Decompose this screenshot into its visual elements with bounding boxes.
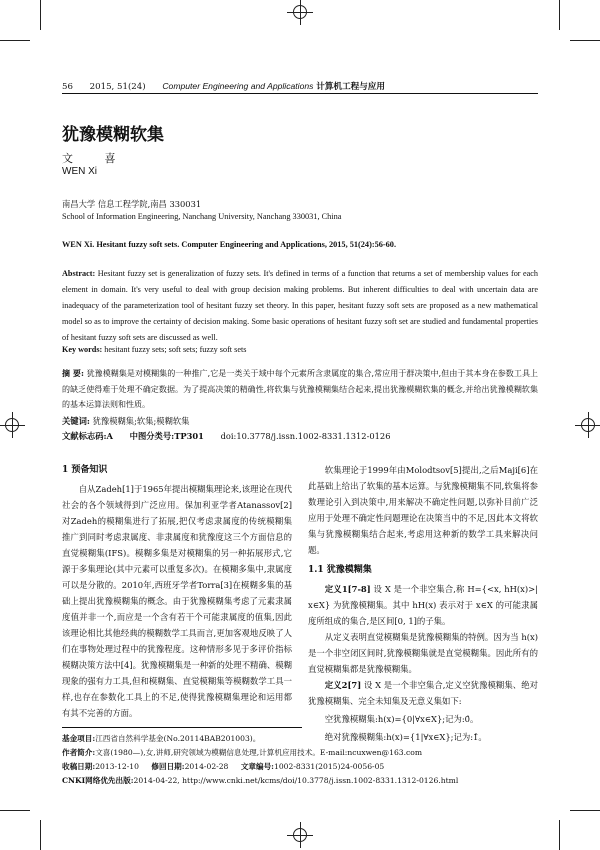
clc-number: 中图分类号:TP301 [129, 431, 204, 441]
registration-mark-right [581, 418, 595, 432]
footnote-online [62, 774, 538, 787]
received-label: 收稿日期: [62, 762, 96, 771]
journal-name-zh: 计算机工程与应用 [316, 82, 385, 92]
online-label: CNKI网络优先出版: [62, 776, 134, 785]
crop-mark-tr-v [559, 0, 560, 30]
crop-mark-tl-h [0, 40, 30, 41]
affiliation-en: School of Information Engineering, Nanchang University, Nanchang 330031, China [62, 212, 342, 221]
online-text: 2014-04-22, http://www.cnki.net/kcms/doi/10.3778/j.issn.1002-8331.1312-0126.html [133, 776, 459, 785]
classification-line [62, 430, 405, 442]
paper-title: 犹豫模糊软集 [62, 125, 164, 145]
revised-label: 修回日期: [151, 762, 185, 771]
footnote-rule [62, 727, 302, 728]
abstract-en [62, 266, 538, 346]
keywords-en-label: Key words: [62, 345, 103, 354]
author-name-en: WEN Xi [62, 166, 97, 177]
abstract-zh-text: 犹豫模糊集是对模糊集的一种推广,它是一类关于域中每个元素所含隶属度的集合,常应用于群决策中,但由于其本身在参数工具上的缺乏使得难于处理不确定数据。为了提高决策的精确性,将软集与犹豫模糊集结合起来,提出犹豫模糊软集的概念,并给出犹豫模糊软集的基本运算法则和性质。 [62, 369, 539, 409]
footnote-fund [62, 732, 538, 745]
abstract-en-text: Hesitant fuzzy set is generalization of fuzzy sets. It's defined in terms of a function that returns a set of membership values for each element in domain. It's very useful to deal with group decision making problems. But inherent difficulties to deal with uncertain data are inadequacy of the parameterization tool of hesitant fuzzy set theory. In this paper, hesitant fuzzy soft sets are proposed as a new mathematical model so as to improve the certainty of decision making. Some basic operations of hesitant fuzzy soft set are studied and fundamental properties of hesitant fuzzy soft sets are discussed as well. [62, 269, 539, 342]
formula-empty-set: 空犹豫模糊集:h(x)={0|∀x∈X};记为:0̂。 [324, 714, 479, 724]
definition-2-label: 定义2[7] [324, 680, 362, 690]
abstract-zh [62, 366, 538, 413]
intro-paragraph: 自从Zadeh[1]于1965年提出模糊集理论来,该理论在现代社会的各个领域得到广泛应用。保加利亚学者Atanassov[2]对Zadeh的模糊集进行了拓展,把仅考虑隶属度的传统模糊集推广到同时考虑隶属度、非隶属度和犹豫度这三个方面信息的直觉模糊集(IFS)。模糊多集是对模糊集的另一种拓展形式,它源于多集理论(其中元素可以重复多次)。在模糊多集中,隶属度可以是分散的。2010年,西班牙学者Torra[3]在模糊多集的基础上提出犹豫模糊集的概念。由于犹豫模糊集考虑了元素隶属度值并非一个,而应是一个含有若干个可能隶属度的值集,因此该理论相比其他经典的模糊数学工具而言,更加客观地反映了人们在事物处理过程中的犹豫程度。这种情形多见于多评价指标模糊决策方法中[4]。犹豫模糊集是一种新的处理不精确、模糊现象的强有力工具,但和模糊集、直觉模糊集等模糊数学工具一样,也存在参数化工具上的不足,使得犹豫模糊集理论和运用都有其不完善的方面。 [62, 484, 292, 718]
registration-mark-bottom [293, 828, 307, 842]
subsection-title: 1.1 犹豫模糊集 [308, 565, 372, 575]
doc-code: 文献标志码:A [62, 431, 113, 441]
crop-mark-tl-v [40, 0, 41, 30]
crop-mark-bl-h [0, 810, 30, 811]
page-number: 56 [62, 82, 73, 92]
affiliation-zh: 南昌大学 信息工程学院,南昌 330031 [62, 199, 202, 209]
definition-remark: 从定义表明直觉模糊集是犹豫模糊集的特例。因为当 h(x) 是一个非空闭区间时,犹豫模糊集就是直觉模糊集。因此所有的直觉模糊集都是犹豫模糊集。 [308, 632, 538, 674]
fund-label: 基金项目: [62, 734, 96, 743]
footnote-author [62, 746, 538, 759]
author-bio-text: 文喜(1980—),女,讲师,研究领域为模糊信息处理,计算机应用技术。E-mail:ncuxwen@163.com [95, 748, 423, 757]
keywords-en-text: hesitant fuzzy sets; soft sets; fuzzy soft sets [104, 345, 247, 354]
keywords-zh [62, 415, 189, 427]
crop-mark-tr-h [570, 40, 600, 41]
footnote-dates [62, 760, 538, 773]
definition-1-label: 定义1[7-8] [324, 584, 371, 594]
article-no: 1002-8331(2015)24-0056-05 [274, 762, 385, 771]
abstract-en-label: Abstract: [62, 269, 96, 278]
author-name-zh: 文 喜 [62, 152, 130, 165]
definition-1-text: 设 X 是一个非空集合,称 H={<x, hH(x)>| x∈X} 为犹豫模糊集。其中 hH(x) 表示对于 x∈X 的可能隶属度所组成的集合,是区间[0, 1]的子集。 [308, 584, 538, 626]
section-title: 1 预备知识 [62, 465, 108, 475]
registration-mark-top [293, 5, 307, 19]
crop-mark-br-v [559, 820, 560, 850]
keywords-zh-text: 犹豫模糊集;软集;模糊软集 [92, 416, 190, 426]
revised-date: 2014-02-28 [184, 762, 229, 771]
received-date: 2013-12-10 [95, 762, 139, 771]
formula-full-set: 绝对犹豫模糊集:h(x)={1|∀x∈X};记为:1̂。 [324, 732, 487, 742]
body-left-column [62, 462, 292, 721]
soft-set-paragraph: 软集理论于1999年由Molodtsov[5]提出,之后Maji[6]在此基础上给出了软集的基本运算。与犹豫模糊集不同,软集将参数理论引入到决策中,用来解决不确定性问题,以弥补目前广泛应用于处理不确定性问题理论在决策当中的不足,因此本文将软集与犹豫模糊集结合起来,考虑用这种新的数学工具来解决问题。 [308, 465, 538, 555]
running-header [62, 80, 538, 92]
doi: doi:10.3778/j.issn.1002-8331.1312-0126 [220, 431, 391, 441]
author-bio-label: 作者简介: [62, 748, 96, 757]
definition-2 [308, 677, 538, 709]
citation-line: WEN Xi. Hesitant fuzzy soft sets. Computer Engineering and Applications, 2015, 51(24):56-60. [62, 240, 397, 249]
keywords-zh-label: 关键词: [62, 416, 90, 426]
volume-info: 2015, 51(24) [89, 82, 146, 92]
fund-text: 江西省自然科学基金(No.20114BAB201003)。 [95, 734, 261, 743]
crop-mark-bl-v [40, 820, 41, 850]
keywords-en [62, 345, 538, 354]
definition-1 [308, 581, 538, 629]
definition-2-text: 设 X 是一个非空集合,定义空犹豫模糊集、绝对犹豫模糊集、完全未知集及无意义集如下: [308, 680, 538, 706]
abstract-zh-label: 摘 要: [62, 368, 84, 378]
body-right-column [308, 462, 538, 745]
registration-mark-left [5, 418, 19, 432]
crop-mark-br-h [570, 810, 600, 811]
article-no-label: 文章编号: [240, 762, 274, 771]
journal-name-en: Computer Engineering and Applications [162, 81, 314, 91]
header-rule [62, 93, 538, 94]
